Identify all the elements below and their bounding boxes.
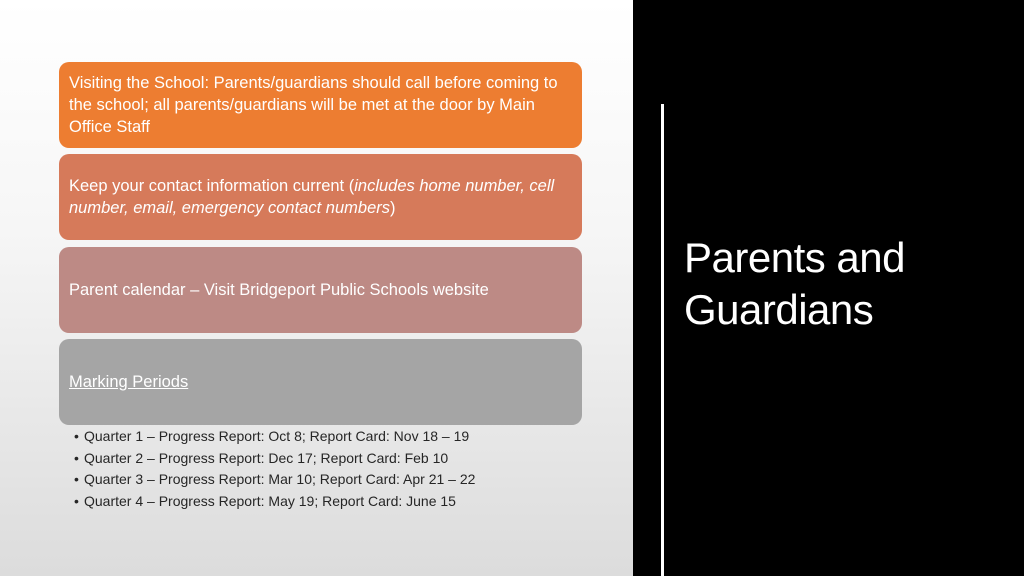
- visiting-school-box: [59, 62, 582, 148]
- quarter-list: [74, 426, 594, 512]
- list-item: • Quarter 2 – Progress Report: Dec 17; Report Card: Feb 10: [74, 449, 449, 466]
- list-item: • Quarter 4 – Progress Report: May 19; Report Card: June 15: [74, 492, 456, 509]
- vertical-divider: [661, 104, 664, 576]
- marking-periods-box: [59, 339, 582, 425]
- marking-periods-link[interactable]: Marking Periods: [69, 373, 189, 391]
- visiting-school-text: Visiting the School: Parents/guardians should call before coming to the school; all parents/guardians will be met at the door by Main Office Staff: [69, 74, 558, 136]
- list-item: • Quarter 1 – Progress Report: Oct 8; Report Card: Nov 18 – 19: [74, 428, 470, 444]
- contact-info-text: Keep your contact information current (includes home number, cell number, email, emergency contact numbers): [69, 177, 555, 217]
- parent-calendar-box: [59, 247, 582, 333]
- list-item: • Quarter 3 – Progress Report: Mar 10; Report Card: Apr 21 – 22: [74, 471, 476, 487]
- slide-title: Parents and Guardians: [684, 234, 905, 333]
- contact-info-box: [59, 154, 582, 240]
- parent-calendar-text: Parent calendar – Visit Bridgeport Public Schools website: [69, 281, 489, 299]
